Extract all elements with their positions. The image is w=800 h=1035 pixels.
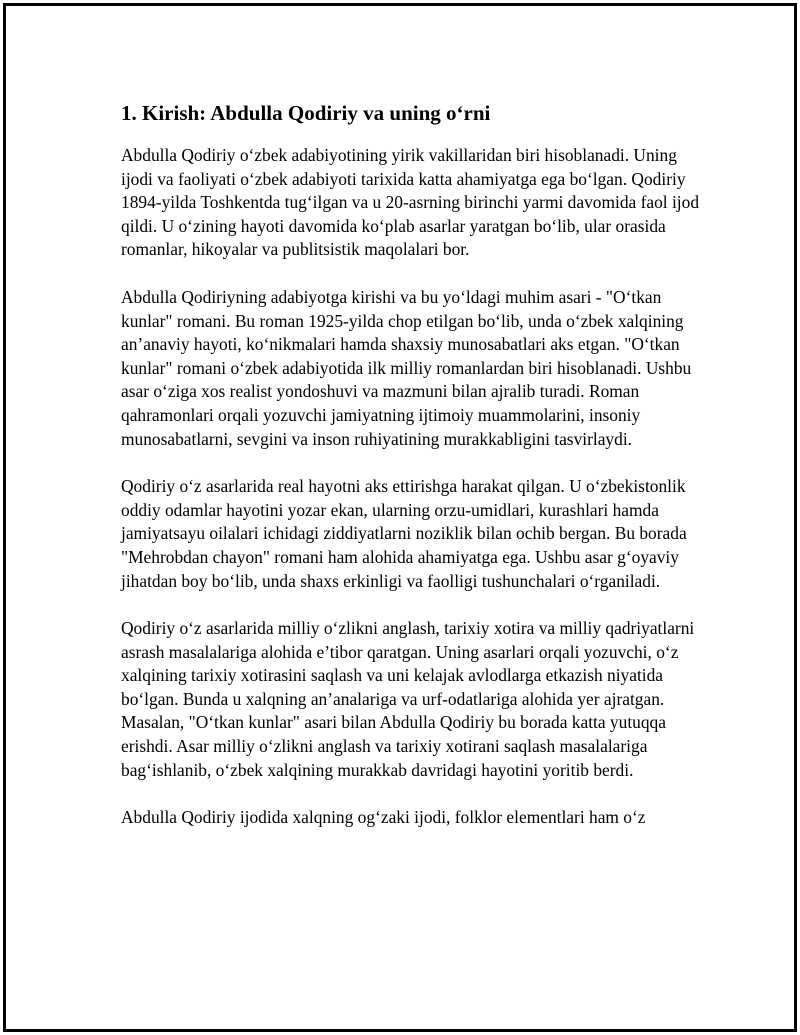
paragraph-folklore: Abdulla Qodiriy ijodida xalqning og‘zaki ijodi, folklor elementlari ham o‘z <box>121 807 646 828</box>
document-body <box>121 99 701 830</box>
section-heading: 1. Kirish: Abdulla Qodiriy va uning o‘rni <box>121 101 491 125</box>
paragraph-otkan-kunlar: Abdulla Qodiriyning adabiyotga kirishi va bu yo‘ldagi muhim asari - "O‘tkan kunlar" romani. Bu roman 1925-yilda chop etilgan bo‘lib, unda o‘zbek xalqining an’anaviy hayoti, ko‘nikmalari hamda shaxsiy munosabatlari aks etgan. "O‘tkan kunlar" romani o‘zbek adabiyotida ilk milliy romanlardan biri hisoblanadi. Ushbu asar o‘ziga xos realist yondoshuvi va mazmuni bilan ajralib turadi. Roman qahramonlari orqali yozuvchi jamiyatning ijtimoiy muammolarini, insoniy munosabatlarni, sevgini va inson ruhiyatining murakkabligini tasvirlaydi. <box>121 286 692 449</box>
paragraph-introduction: Abdulla Qodiriy o‘zbek adabiyotining yirik vakillaridan biri hisoblanadi. Uning ijodi va faoliyati o‘zbek adabiyoti tarixida katta ahamiyatga ega bo‘lgan. Qodiriy 1894-yilda Toshkentda tug‘ilgan va u 20-asrning birinchi yarmi davomida faol ijod qildi. U o‘zining hayoti davomida ko‘plab asarlar yaratgan bo‘lib, ular orasida romanlar, hikoyalar va publitsistik maqolalari bor. <box>121 145 700 260</box>
paragraph-national-identity: Qodiriy o‘z asarlarida milliy o‘zlikni anglash, tarixiy xotira va milliy qadriyatlarni asrash masalalariga alohida e’tibor qaratgan. Uning asarlari orqali yozuvchi, o‘z xalqining tarixiy xotirasini saqlash va uni kelajak avlodlarga etkazish niyatida bo‘lgan. Bunda u xalqning an’analariga va urf-odatlariga alohida yer ajratgan. Masalan, "O‘tkan kunlar" asari bilan Abdulla Qodiriy bu borada katta yutuqqa erishdi. Asar milliy o‘zlikni anglash va tarixiy xotirani saqlash masalalariga bag‘ishlanib, o‘zbek xalqining murakkab davridagi hayotini yoritib berdi. <box>121 618 695 780</box>
document-page <box>3 3 797 1032</box>
paragraph-real-life: Qodiriy o‘z asarlarida real hayotni aks ettirishga harakat qilgan. U o‘zbekistonlik oddiy odamlar hayotini yozar ekan, ularning orzu-umidlari, kurashlari hamda jamiyatsayu oilalari ichidagi ziddiyatlarni noziklik bilan ochib bergan. Bu borada "Mehrobdan chayon" romani ham alohida ahamiyatga ega. Ushbu asar g‘oyaviy jihatdan boy bo‘lib, unda shaxs erkinligi va faolligi tushunchalari o‘rganiladi. <box>121 476 687 591</box>
